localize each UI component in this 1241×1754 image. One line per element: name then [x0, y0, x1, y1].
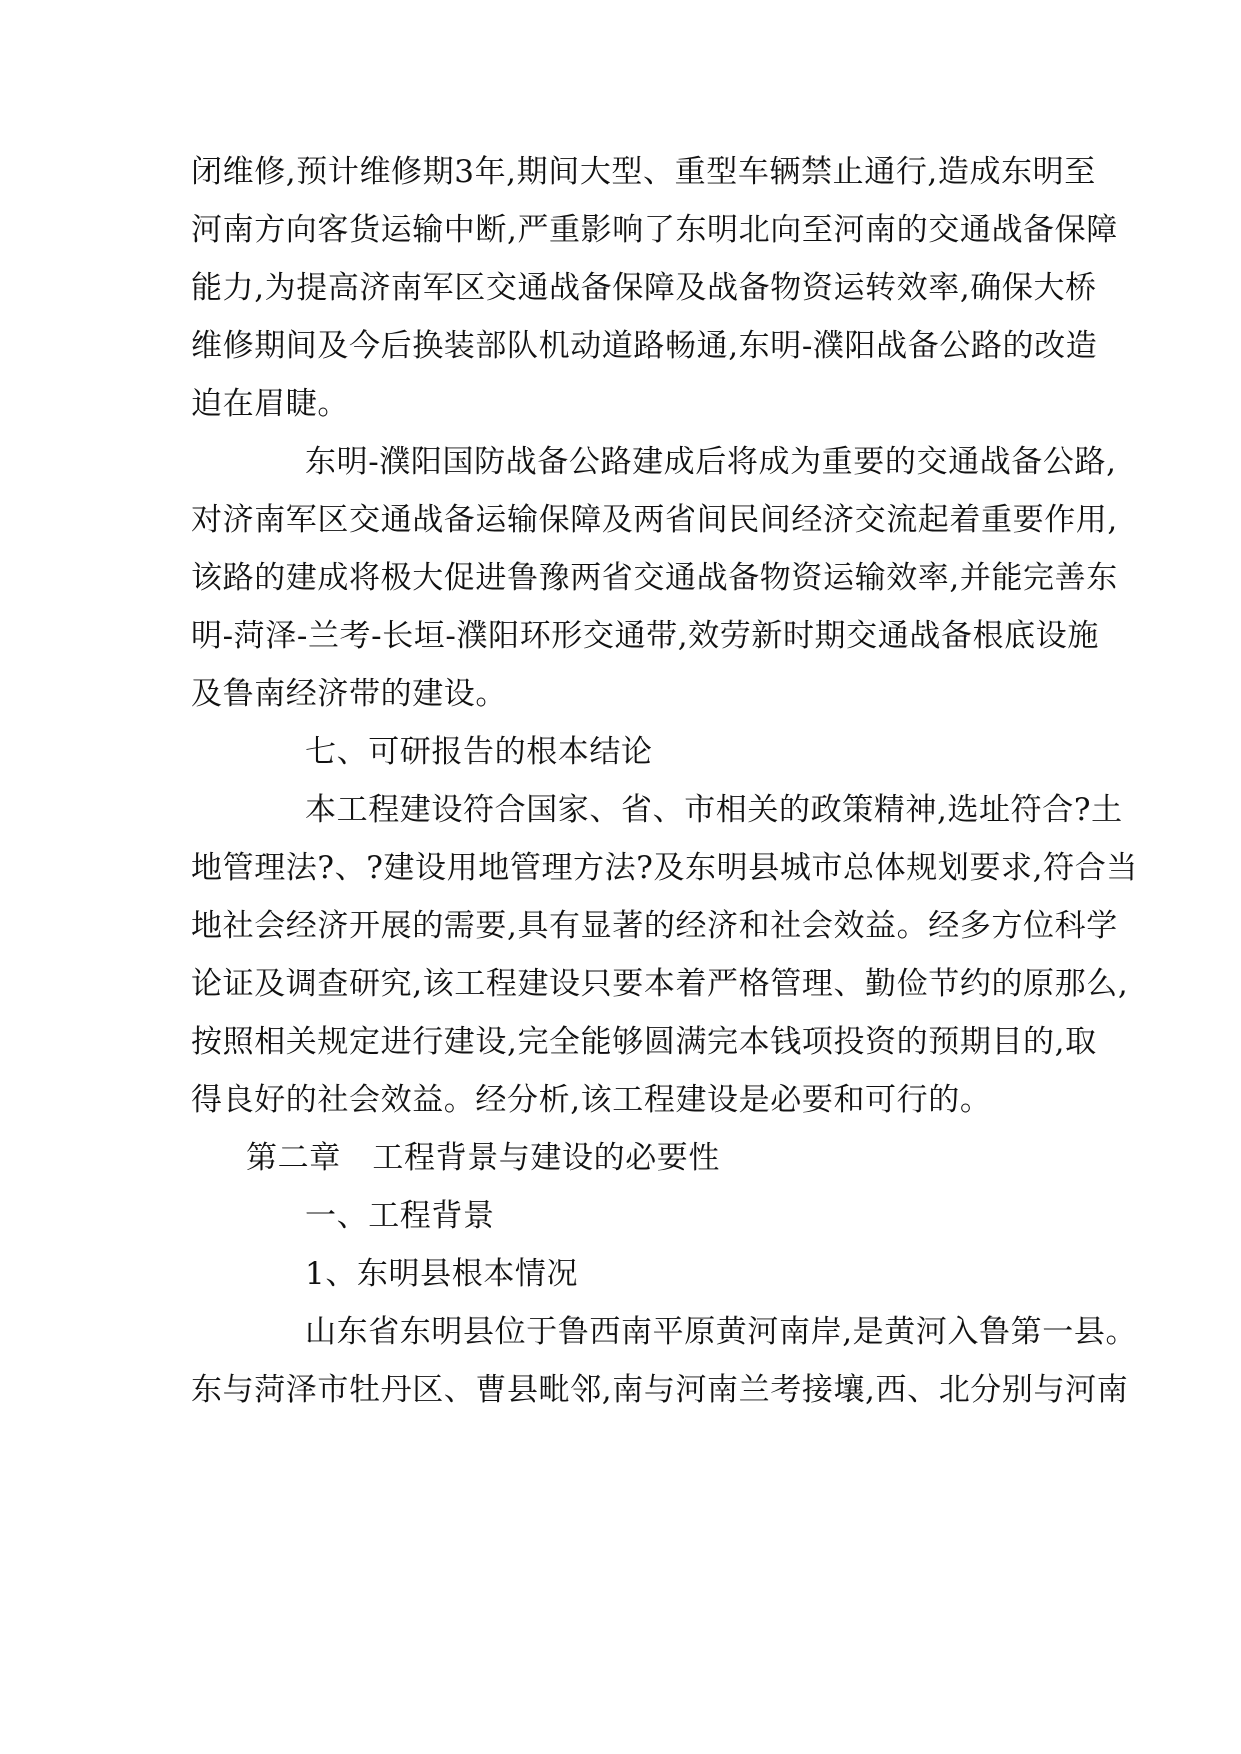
para4-line1: 山东省东明县位于鲁西南平原黄河南岸,是黄河入鲁第一县。	[305, 1314, 1138, 1350]
para2-line2: 对济南军区交通战备运输保障及两省间民间经济交流起着重要作用,	[191, 502, 1118, 538]
chapter-heading: 第二章 工程背景与建设的必要性	[246, 1140, 720, 1176]
para4-line2: 东与菏泽市牡丹区、曹县毗邻,南与河南兰考接壤,西、北分别与河南	[191, 1372, 1129, 1408]
para3-line3: 地社会经济开展的需要,具有显著的经济和社会效益。经多方位科学	[191, 908, 1118, 944]
para3-line1: 本工程建设符合国家、省、市相关的政策精神,选址符合?土	[305, 792, 1123, 828]
para2-line5: 及鲁南经济带的建设。	[191, 676, 507, 712]
para3-line4: 论证及调查研究,该工程建设只要本着严格管理、勤俭节约的原那么,	[191, 966, 1129, 1002]
subsection-heading-1: 1、东明县根本情况	[305, 1256, 579, 1292]
para1-line4: 维修期间及今后换装部队机动道路畅通,东明-濮阳战备公路的改造	[191, 328, 1098, 364]
para1-line2: 河南方向客货运输中断,严重影响了东明北向至河南的交通战备保障	[191, 212, 1118, 248]
section-heading-1: 一、工程背景	[305, 1198, 495, 1234]
para1-line5: 迫在眉睫。	[191, 386, 349, 422]
para3-line2: 地管理法?、?建设用地管理方法?及东明县城市总体规划要求,符合当	[191, 850, 1138, 886]
para3-line5: 按照相关规定进行建设,完全能够圆满完本钱项投资的预期目的,取	[191, 1024, 1097, 1060]
para1-line1: 闭维修,预计维修期3年,期间大型、重型车辆禁止通行,造成东明至	[191, 154, 1096, 190]
para2-line1: 东明-濮阳国防战备公路建成后将成为重要的交通战备公路,	[305, 444, 1117, 480]
para1-line3: 能力,为提高济南军区交通战备保障及战备物资运转效率,确保大桥	[191, 270, 1097, 306]
section-heading-7: 七、可研报告的根本结论	[305, 734, 653, 770]
para2-line4: 明-菏泽-兰考-长垣-濮阳环形交通带,效劳新时期交通战备根底设施	[191, 618, 1099, 654]
para3-line6: 得良好的社会效益。经分析,该工程建设是必要和可行的。	[191, 1082, 992, 1118]
para2-line3: 该路的建成将极大促进鲁豫两省交通战备物资运输效率,并能完善东	[191, 560, 1118, 596]
